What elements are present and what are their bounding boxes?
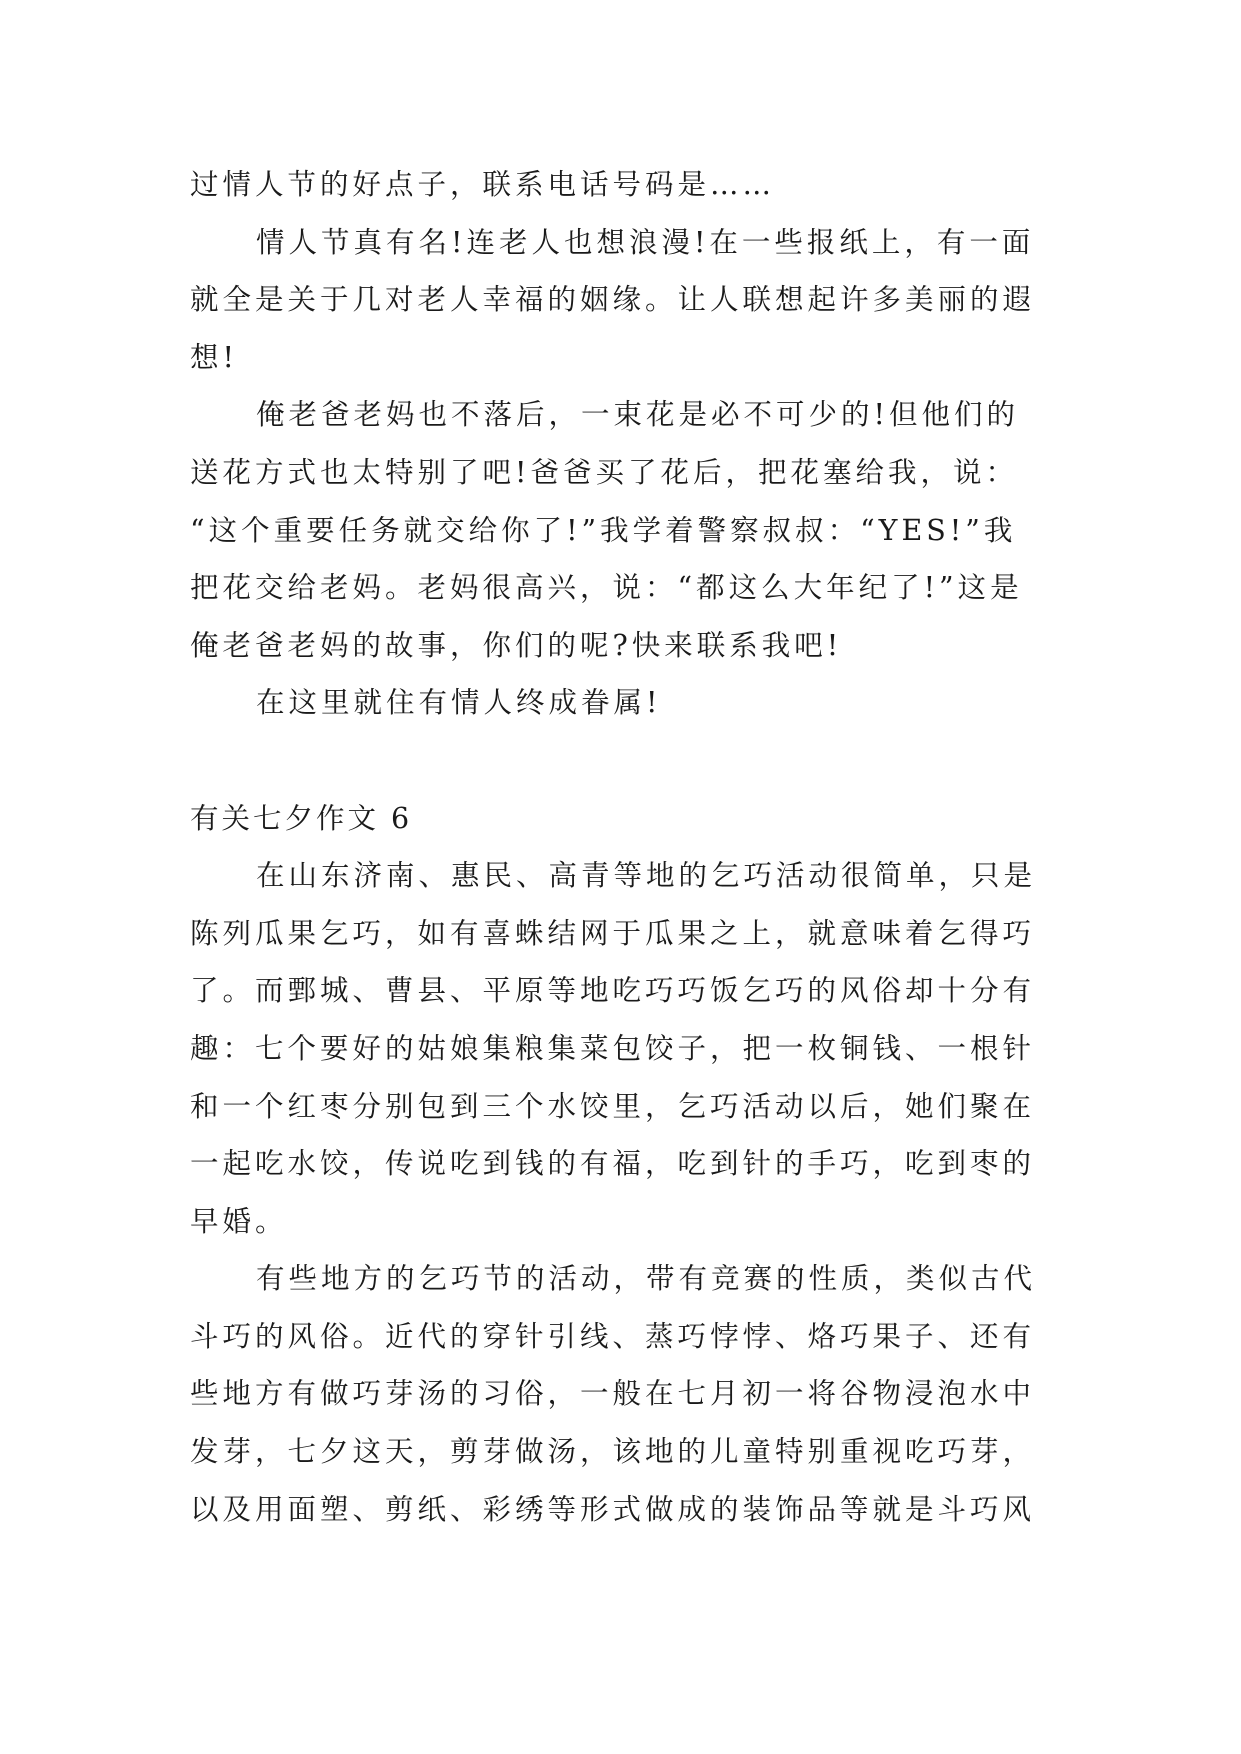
paragraph-line: “这个重要任务就交给你了!”我学着警察叔叔：“YES!”我: [190, 513, 1017, 547]
paragraph-line: 早婚。: [190, 1204, 288, 1238]
paragraph-line: 俺老爸老妈也不落后，一束花是必不可少的!但他们的: [256, 398, 1019, 432]
paragraph-line: 把花交给老妈。老妈很高兴，说：“都这么大年纪了!”这是: [190, 571, 1023, 605]
paragraph-line: 就全是关于几对老人幸福的姻缘。让人联想起许多美丽的遐: [190, 283, 1036, 317]
paragraph-line: 发芽，七夕这天，剪芽做汤，该地的儿童特别重视吃巧芽，: [190, 1435, 1036, 1469]
paragraph-line: 情人节真有名!连老人也想浪漫!在一些报纸上，有一面: [256, 225, 1035, 259]
paragraph-line: 些地方有做巧芽汤的习俗，一般在七月初一将谷物浸泡水中: [190, 1377, 1036, 1411]
section-heading: 有关七夕作文 6: [190, 801, 413, 835]
paragraph-line: 在山东济南、惠民、高青等地的乞巧活动很简单，只是: [256, 859, 1037, 893]
paragraph-line: 趣：七个要好的姑娘集粮集菜包饺子，把一枚铜钱、一根针: [190, 1031, 1036, 1065]
blank-line: [190, 732, 1050, 790]
paragraph-line: 想!: [190, 340, 238, 374]
document-body: [190, 156, 1050, 1538]
paragraph-line: 陈列瓜果乞巧，如有喜蛛结网于瓜果之上，就意味着乞得巧: [190, 916, 1036, 950]
paragraph-line: 一起吃水饺，传说吃到钱的有福，吃到针的手巧，吃到枣的: [190, 1147, 1036, 1181]
paragraph-line: 送花方式也太特别了吧!爸爸买了花后，把花塞给我，说：: [190, 455, 1018, 489]
paragraph-line: 在这里就住有情人终成眷属!: [256, 686, 662, 720]
paragraph-line: 斗巧的风俗。近代的穿针引线、蒸巧悖悖、烙巧果子、还有: [190, 1319, 1036, 1353]
paragraph-line: 过情人节的好点子，联系电话号码是……: [190, 168, 776, 201]
paragraph-line: 俺老爸老妈的故事，你们的呢?快来联系我吧!: [190, 628, 843, 662]
paragraph-line: 以及用面塑、剪纸、彩绣等形式做成的装饰品等就是斗巧风: [190, 1492, 1036, 1526]
paragraph-line: 有些地方的乞巧节的活动，带有竞赛的性质，类似古代: [256, 1262, 1037, 1296]
paragraph-line: 了。而鄄城、曹县、平原等地吃巧巧饭乞巧的风俗却十分有: [190, 974, 1036, 1008]
paragraph-line: 和一个红枣分别包到三个水饺里，乞巧活动以后，她们聚在: [190, 1089, 1036, 1123]
